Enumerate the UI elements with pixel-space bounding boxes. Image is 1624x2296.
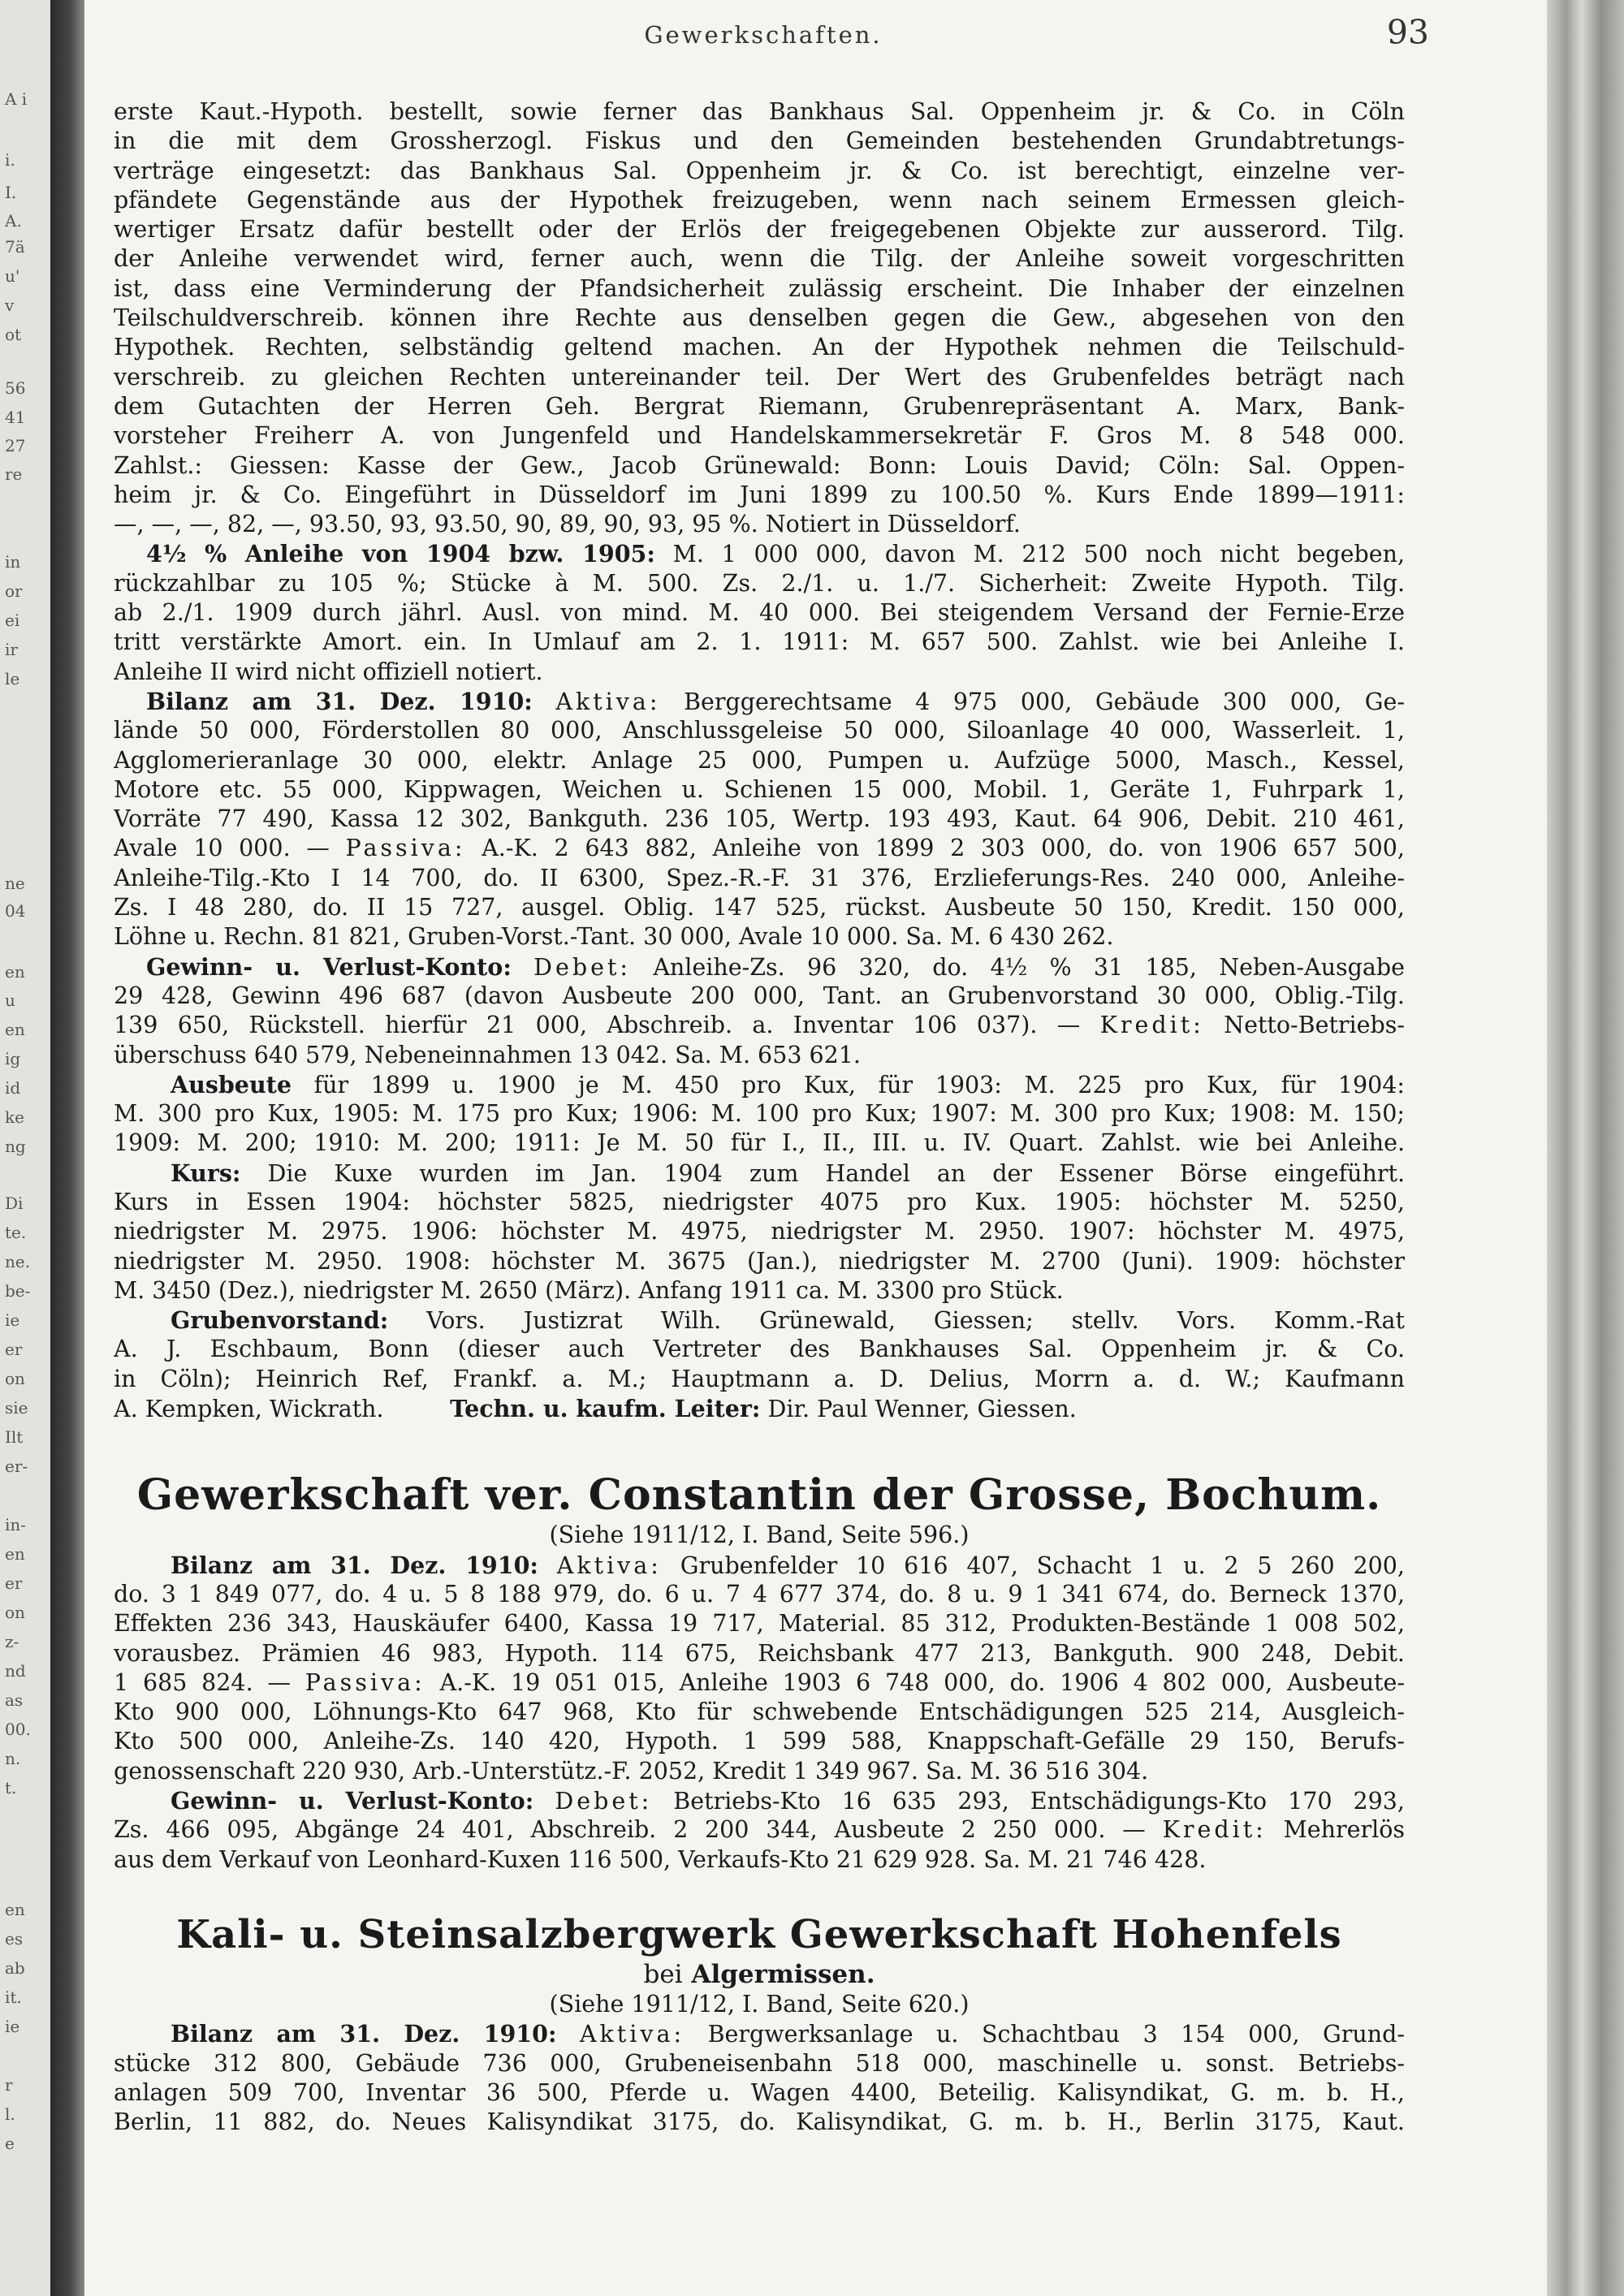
ausbeute-lead: Ausbeute (171, 1070, 292, 1098)
prev-page-fragment: le (5, 669, 20, 688)
prev-page-fragment: ne (5, 874, 25, 893)
prev-page-fragment: ot (5, 325, 22, 344)
grubenvorstand-line: A. J. Eschbaum, Bonn (dieser auch Vertreter des Bankhauses Sal. Oppenheim jr. & Co. (114, 1336, 1405, 1363)
ausbeute-first: für 1899 u. 1900 je M. 450 pro Kux, für 1903: M. 225 pro Kux, für 1904: (313, 1071, 1405, 1098)
guv1-kredit-before: 139 650, Rückstell. hierfür 21 000, Abschreib. a. Inventar 106 037). — (114, 1012, 1081, 1039)
bilanz2-line (114, 1551, 1405, 1580)
ausbeute-line (114, 1070, 1405, 1099)
bilanz1-line: Vorräte 77 490, Kassa 12 302, Bankguth. 236 105, Wertp. 193 493, Kaut. 64 906, Debit. 210 461, (114, 805, 1405, 833)
prev-page-fragment: es (5, 1929, 24, 1949)
previous-page-edge (0, 0, 50, 2296)
prev-page-fragment: v (5, 296, 15, 315)
guv1-kredit-after: Netto-Betriebs- (1224, 1012, 1405, 1039)
page-number: 93 (1386, 13, 1429, 52)
guv2-line (114, 1786, 1405, 1815)
prev-page-fragment: en (5, 1020, 25, 1039)
prev-page-fragment: u (5, 990, 15, 1010)
prev-page-fragment: 04 (5, 901, 26, 921)
prev-page-fragment: en (5, 1544, 25, 1564)
grubenvorstand-line: in Cöln); Heinrich Ref, Frankf. a. M.; Hauptmann a. D. Delius, Morrn a. d. W.; Kaufmann (114, 1365, 1405, 1392)
prev-page-fragment: er (5, 1573, 23, 1593)
prev-page-fragment: or (5, 581, 23, 601)
prev-page-fragment: ie (5, 2017, 20, 2036)
prev-page-fragment: 7ä (5, 237, 25, 257)
bilanz2-line: Kto 500 000, Anleihe-Zs. 140 420, Hypoth. 1 599 588, Knappschaft-Gefälle 29 150, Berufs- (114, 1728, 1405, 1755)
prev-page-fragment: te. (5, 1223, 27, 1242)
page-body (114, 97, 1405, 2137)
section1-line: ist, dass eine Verminderung der Pfandsicherheit zulässig erscheint. Die Inhaber der einzelnen (114, 274, 1405, 302)
bilanz1-first: Berggerechtsame 4 975 000, Gebäude 300 000, Ge- (684, 688, 1405, 715)
prev-page-fragment: e (5, 2134, 15, 2153)
prev-page-fragment: as (5, 1690, 24, 1710)
guv2-first: Betriebs-Kto 16 635 293, Entschädigungs-Kto 170 293, (673, 1788, 1405, 1815)
guv1-first: Anleihe-Zs. 96 320, do. 4½ % 31 185, Neben-Ausgabe (653, 953, 1405, 981)
aktiva-label: Aktiva: (579, 2021, 685, 2048)
prev-page-fragment: ig (5, 1049, 21, 1068)
bilanz3-first: Bergwerksanlage u. Schachtbau 3 154 000, Grund- (707, 2021, 1405, 2048)
anleihe-line: Anleihe II wird nicht offiziell notiert. (114, 658, 543, 685)
guv1-line: 29 428, Gewinn 496 687 (davon Ausbeute 200 000, Tant. an Grubenvorstand 30 000, Oblig.-Tilg. (114, 982, 1405, 1009)
prev-page-fragment: in- (5, 1515, 27, 1534)
grubenvorstand-lead: Grubenvorstand: (171, 1306, 389, 1335)
bilanz2-line (114, 1668, 1405, 1698)
prev-page-fragment: I. (5, 183, 17, 202)
book-gutter (50, 0, 84, 2296)
guv1-line (114, 1011, 1405, 1040)
section1-line: Hypothek. Rechten, selbständig geltend machen. An der Hypothek nehmen die Teilschuld- (114, 334, 1405, 361)
section3-ref: (Siehe 1911/12, I. Band, Seite 620.) (549, 1990, 970, 2018)
aktiva-label: Aktiva: (555, 688, 661, 715)
bilanz2-line: Effekten 236 343, Hauskäufer 6400, Kassa 19 717, Material. 85 312, Produkten-Bestände 1 008 502, (114, 1610, 1405, 1638)
bilanz1-line: Anleihe-Tilg.-Kto I 14 700, do. II 6300, Spez.-R.-F. 31 376, Erzlieferungs-Res. 240 000, Anleihe- (114, 864, 1405, 891)
prev-page-fragment: z- (5, 1632, 19, 1651)
prev-page-fragment: A. (5, 211, 22, 231)
ausbeute-line: 1909: M. 200; 1910: M. 200; 1911: Je M. 50 für I., II., III. u. IV. Quart. Zahlst. wie bei Anleihe. (114, 1129, 1405, 1157)
section3-location (114, 1959, 1405, 1990)
section2-ref: (Siehe 1911/12, I. Band, Seite 596.) (549, 1521, 970, 1549)
prev-page-fragment: ne. (5, 1252, 31, 1271)
bilanz1-line (114, 687, 1405, 716)
section1-line: vorsteher Freiherr A. von Jungenfeld und Handelskammersekretär F. Gros M. 8 548 000. (114, 422, 1405, 450)
section1-line: Zahlst.: Giessen: Kasse der Gew., Jacob Grünewald: Bonn: Louis David; Cöln: Sal. Oppen- (114, 451, 1405, 479)
prev-page-fragment: on (5, 1369, 25, 1388)
prev-page-fragment: nd (5, 1661, 26, 1681)
guv1-line (114, 952, 1405, 982)
bilanz3-line: anlagen 509 700, Inventar 36 500, Pferde u. Wagen 4400, Beteilig. Kalisyndikat, G. m. b. H., (114, 2078, 1405, 2106)
bilanz1-line: Zs. I 48 280, do. II 15 727, ausgel. Oblig. 147 525, rückst. Ausbeute 50 150, Kredit. 150 000, (114, 894, 1405, 921)
bilanz2-line: do. 3 1 849 077, do. 4 u. 5 8 188 979, do. 6 u. 7 4 677 374, do. 8 u. 9 1 341 674, do. Berneck 1370, (114, 1580, 1405, 1608)
debet-label: Debet: (533, 953, 632, 981)
bilanz2-line: vorausbez. Prämien 46 983, Hypoth. 114 675, Reichsbank 477 213, Bankguth. 900 248, Debit. (114, 1639, 1405, 1667)
location-name: Algermissen. (691, 1959, 875, 1989)
location-prefix: bei (643, 1959, 683, 1989)
prev-page-fragment: Di (5, 1193, 24, 1213)
section1-line: verträge eingesetzt: das Bankhaus Sal. Oppenheim jr. & Co. ist berechtigt, einzelne ver- (114, 157, 1405, 184)
section1-line: —, —, —, 82, —, 93.50, 93, 93.50, 90, 89, 90, 93, 95 %. Notiert in Düsseldorf. (114, 511, 1021, 538)
prev-page-fragment: i. (5, 150, 15, 170)
prev-page-fragment: r (5, 2075, 13, 2095)
prev-page-fragment: 27 (5, 436, 26, 455)
prev-page-fragment: ab (5, 1958, 25, 1978)
anleihe-line: rückzahlbar zu 105 %; Stücke à M. 500. Zs. 2./1. u. 1./7. Sicherheit: Zweite Hypoth. Tilg. (114, 569, 1405, 597)
bilanz1-line: Motore etc. 55 000, Kippwagen, Weichen u. Schienen 15 000, Mobil. 1, Geräte 1, Fuhrpark 1, (114, 775, 1405, 803)
prev-page-fragment: ie (5, 1310, 20, 1330)
book-page (114, 0, 1429, 2296)
ausbeute-line: M. 300 pro Kux, 1905: M. 175 pro Kux; 1906: M. 100 pro Kux; 1907: M. 300 pro Kux; 1908: M. 150; (114, 1100, 1405, 1128)
bilanz2-line: genossenschaft 220 930, Arb.-Unterstütz.-F. 2052, Kredit 1 349 967. Sa. M. 36 516 304. (114, 1757, 1149, 1785)
section1-line: in die mit dem Grossherzogl. Fiskus und den Gemeinden bestehenden Grundabtretungs- (114, 127, 1405, 155)
prev-page-fragment: A i (5, 89, 28, 109)
running-head (114, 13, 1429, 62)
bilanz3-line: stücke 312 800, Gebäude 736 000, Grubeneisenbahn 518 000, maschinelle u. sonst. Betriebs- (114, 2049, 1405, 2077)
section1-line: dem Gutachten der Herren Geh. Bergrat Riemann, Grubenrepräsentant A. Marx, Bank- (114, 392, 1405, 420)
passiva-label: Passiva: (345, 835, 466, 862)
kurs-line (114, 1159, 1405, 1188)
section1-paragraph (114, 97, 1405, 539)
prev-page-fragment: 00. (5, 1720, 31, 1739)
grubenvorstand-first: Vors. Justizrat Wilh. Grünewald, Giessen; stellv. Vors. Komm.-Rat (426, 1307, 1405, 1335)
kurs-line: M. 3450 (Dez.), niedrigster M. 2650 (März). Anfang 1911 ca. M. 3300 pro Stück. (114, 1276, 1064, 1304)
guv2-kredit-before: Zs. 466 095, Abgänge 24 401, Abschreib. 2 200 344, Ausbeute 2 250 000. — (114, 1816, 1146, 1844)
kurs-lead: Kurs: (171, 1159, 241, 1187)
kurs-line: niedrigster M. 2950. 1908: höchster M. 3675 (Jan.), niedrigster M. 2700 (Juni). 1909: höchster (114, 1247, 1405, 1275)
prev-page-fragment: 41 (5, 408, 26, 427)
passiva-label: Passiva: (304, 1668, 425, 1696)
page-stack-edge (1547, 0, 1624, 2296)
section1-line: erste Kaut.-Hypoth. bestellt, sowie ferner das Bankhaus Sal. Oppenheim jr. & Co. in Cöln (114, 98, 1405, 125)
debet-label: Debet: (555, 1788, 653, 1815)
prev-page-fragment: en (5, 1900, 25, 1919)
kredit-label: Kredit: (1162, 1816, 1267, 1844)
guv2-lead: Gewinn- u. Verlust-Konto: (171, 1787, 534, 1815)
section1-line: heim jr. & Co. Eingeführt in Düsseldorf im Juni 1899 zu 100.50 %. Kurs Ende 1899—1911: (114, 481, 1405, 508)
bilanz1-pass-before: Avale 10 000. — (114, 835, 330, 862)
bilanz1-pass-after: A.-K. 2 643 882, Anleihe von 1899 2 303 000, do. von 1906 657 500, (482, 835, 1405, 862)
bilanz2-line: Kto 900 000, Löhnungs-Kto 647 968, Kto für schwebende Entschädigungen 525 214, Ausgleich- (114, 1698, 1405, 1726)
bilanz1-line (114, 834, 1405, 863)
prev-page-fragment: ke (5, 1107, 24, 1127)
prev-page-fragment: er- (5, 1457, 28, 1476)
prev-page-fragment: n. (5, 1749, 21, 1768)
prev-page-fragment: 56 (5, 378, 26, 398)
grubenvorstand-line (114, 1394, 1405, 1423)
section2-title: Gewerkschaft ver. Constantin der Grosse, Bochum. (136, 1470, 1382, 1521)
anleihe-first: M. 1 000 000, davon M. 212 500 noch nicht begeben, (672, 541, 1405, 568)
prev-page-fragment: u' (5, 266, 20, 286)
kurs-first: Die Kuxe wurden im Jan. 1904 zum Handel an der Essener Börse eingeführt. (267, 1159, 1405, 1187)
prev-page-fragment: re (5, 464, 23, 484)
prev-page-fragment: ir (5, 640, 18, 659)
grubenvorstand-last-after: Dir. Paul Wenner, Giessen. (767, 1396, 1077, 1423)
running-title: Gewerkschaften. (644, 21, 883, 49)
bilanz1-line: Agglomerieranlage 30 000, elektr. Anlage 25 000, Pumpen u. Aufzüge 5000, Masch., Kessel, (114, 746, 1405, 774)
section1-line: Teilschuldverschreib. können ihre Rechte aus denselben gegen die Gew., abgesehen von den (114, 304, 1405, 332)
bilanz2-lead: Bilanz am 31. Dez. 1910: (171, 1551, 538, 1579)
bilanz2-pass-before: 1 685 824. — (114, 1668, 291, 1696)
prev-page-fragment: sie (5, 1398, 28, 1418)
prev-page-fragment: ei (5, 611, 20, 630)
prev-page-fragment: er (5, 1340, 23, 1359)
bilanz3-line: Berlin, 11 882, do. Neues Kalisyndikat 3175, do. Kalisyndikat, G. m. b. H., Berlin 3175, Kaut. (114, 2108, 1405, 2136)
anleihe-lead: 4½ % Anleihe von 1904 bzw. 1905: (146, 540, 655, 568)
prev-page-fragment: be- (5, 1281, 31, 1301)
guv2-line (114, 1815, 1405, 1845)
kurs-line: Kurs in Essen 1904: höchster 5825, niedrigster 4075 pro Kux. 1905: höchster M. 5250, (114, 1188, 1405, 1215)
prev-page-fragment: ng (5, 1137, 26, 1156)
section1-line: verschreib. zu gleichen Rechten untereinander teil. Der Wert des Grubenfeldes beträgt nach (114, 363, 1405, 391)
section1-line: der Anleihe verwendet wird, ferner auch, wenn die Tilg. der Anleihe soweit vorgeschritten (114, 245, 1405, 273)
grubenvorstand-last-before: A. Kempken, Wickrath. (114, 1396, 384, 1423)
section1-line: pfändete Gegenstände aus der Hypothek freizugeben, wenn nach seinem Ermessen gleich- (114, 186, 1405, 214)
bilanz1-line: Löhne u. Rechn. 81 821, Gruben-Vorst.-Tant. 30 000, Avale 10 000. Sa. M. 6 430 262. (114, 923, 1114, 951)
guv1-lead: Gewinn- u. Verlust-Konto: (146, 952, 512, 981)
prev-page-fragment: on (5, 1603, 25, 1622)
guv1-line: überschuss 640 579, Nebeneinnahmen 13 042. Sa. M. 653 621. (114, 1041, 861, 1068)
leiter-lead: Techn. u. kaufm. Leiter: (450, 1395, 761, 1423)
bilanz3-line (114, 2019, 1405, 2048)
bilanz2-pass-after: A.-K. 19 051 015, Anleihe 1903 6 748 000, do. 1906 4 802 000, Ausbeute- (439, 1668, 1405, 1696)
guv2-line: aus dem Verkauf von Leonhard-Kuxen 116 500, Verkaufs-Kto 21 629 928. Sa. M. 21 746 428. (114, 1845, 1207, 1873)
grubenvorstand-line (114, 1306, 1405, 1335)
prev-page-fragment: t. (5, 1778, 17, 1798)
prev-page-fragment: id (5, 1078, 21, 1098)
prev-page-fragment: Ilt (5, 1427, 24, 1447)
guv2-kredit-after: Mehrerlös (1283, 1816, 1405, 1844)
anleihe-line: tritt verstärkte Amort. ein. In Umlauf am 2. 1. 1911: M. 657 500. Zahlst. wie bei Anleihe I. (114, 628, 1405, 656)
prev-page-fragment: l. (5, 2104, 15, 2124)
anleihe-line (114, 539, 1405, 568)
section3-title: Kali- u. Steinsalzbergwerk Gewerkschaft Hohenfels (176, 1911, 1342, 1957)
anleihe-line: ab 2./1. 1909 durch jährl. Ausl. von mind. M. 40 000. Bei steigendem Versand der Fernie-Erze (114, 599, 1405, 627)
aktiva-label: Aktiva: (556, 1552, 662, 1579)
section1-line: wertiger Ersatz dafür bestellt oder der Erlös der freigegebenen Objekte zur ausserord. Tilg. (114, 216, 1405, 244)
kurs-line: niedrigster M. 2975. 1906: höchster M. 4975, niedrigster M. 2950. 1907: höchster M. 4975, (114, 1218, 1405, 1245)
bilanz1-lead: Bilanz am 31. Dez. 1910: (146, 687, 533, 715)
kredit-label: Kredit: (1099, 1012, 1204, 1039)
bilanz1-line: lände 50 000, Förderstollen 80 000, Anschlussgeleise 50 000, Siloanlage 40 000, Wasserleit. 1, (114, 717, 1405, 744)
bilanz3-lead: Bilanz am 31. Dez. 1910: (171, 2020, 557, 2048)
prev-page-fragment: en (5, 962, 25, 982)
bilanz2-first: Grubenfelder 10 616 407, Schacht 1 u. 2 5 260 200, (680, 1552, 1405, 1579)
prev-page-fragment: in (5, 552, 21, 572)
prev-page-fragment: it. (5, 1987, 22, 2007)
